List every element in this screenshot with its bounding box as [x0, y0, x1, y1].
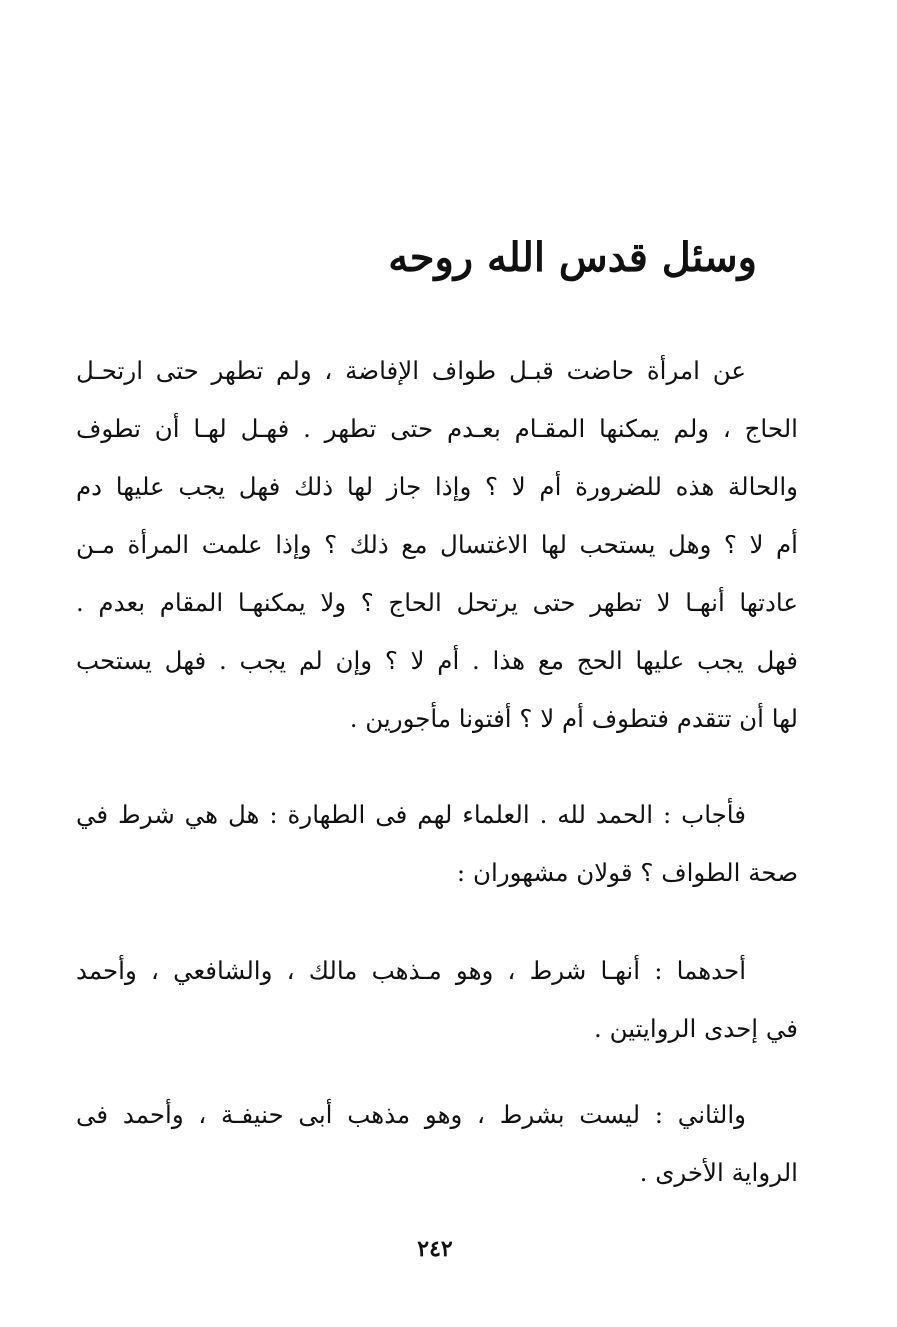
text-line: فأجاب : الحمد لله . العلماء لهم فى الطهارة : هل هي شرط في: [76, 800, 746, 829]
text-line: والحالة هذه للضرورة أم لا ؟ وإذا جاز لها ذلك فهل يجب عليها دم: [76, 472, 798, 501]
answer-paragraph: [76, 786, 798, 902]
text-line: والثاني : ليست بشرط ، وهو مذهب أبى حنيفـة ، وأحمد فى: [76, 1100, 746, 1129]
page-number: ٢٤٢: [417, 1236, 453, 1262]
text-line: في إحدى الروايتين .: [594, 1014, 798, 1043]
text-line: الحاج ، ولم يمكنها المقـام بعـدم حتى تطهر . فهـل لهـا أن تطوف: [76, 414, 798, 443]
text-line: عادتها أنهـا لا تطهر حتى يرتحل الحاج ؟ ولا يمكنهـا المقام بعدم .: [76, 588, 798, 617]
text-line: أحدهما : أنهـا شرط ، وهو مـذهب مالك ، والشافعي ، وأحمد: [76, 956, 746, 985]
text-line: أم لا ؟ وهل يستحب لها الاغتسال مع ذلك ؟ وإذا علمت المرأة مـن: [76, 530, 798, 559]
text-line: عن امرأة حاضت قبـل طواف الإفاضة ، ولم تطهر حتى ارتحـل: [76, 356, 746, 385]
first-opinion-paragraph: [76, 942, 798, 1058]
second-opinion-paragraph: [76, 1086, 798, 1202]
text-line: لها أن تتقدم فتطوف أم لا ؟ أفتونا مأجورين .: [349, 704, 798, 733]
text-line: الرواية الأخرى .: [639, 1158, 798, 1187]
text-line: فهل يجب عليها الحج مع هذا . أم لا ؟ وإن لم يجب . فهل يستحب: [76, 646, 798, 675]
question-paragraph: [76, 342, 798, 748]
text-line: صحة الطواف ؟ قولان مشهوران :: [456, 858, 798, 887]
section-heading: وسئل قدس الله روحه: [388, 234, 757, 281]
